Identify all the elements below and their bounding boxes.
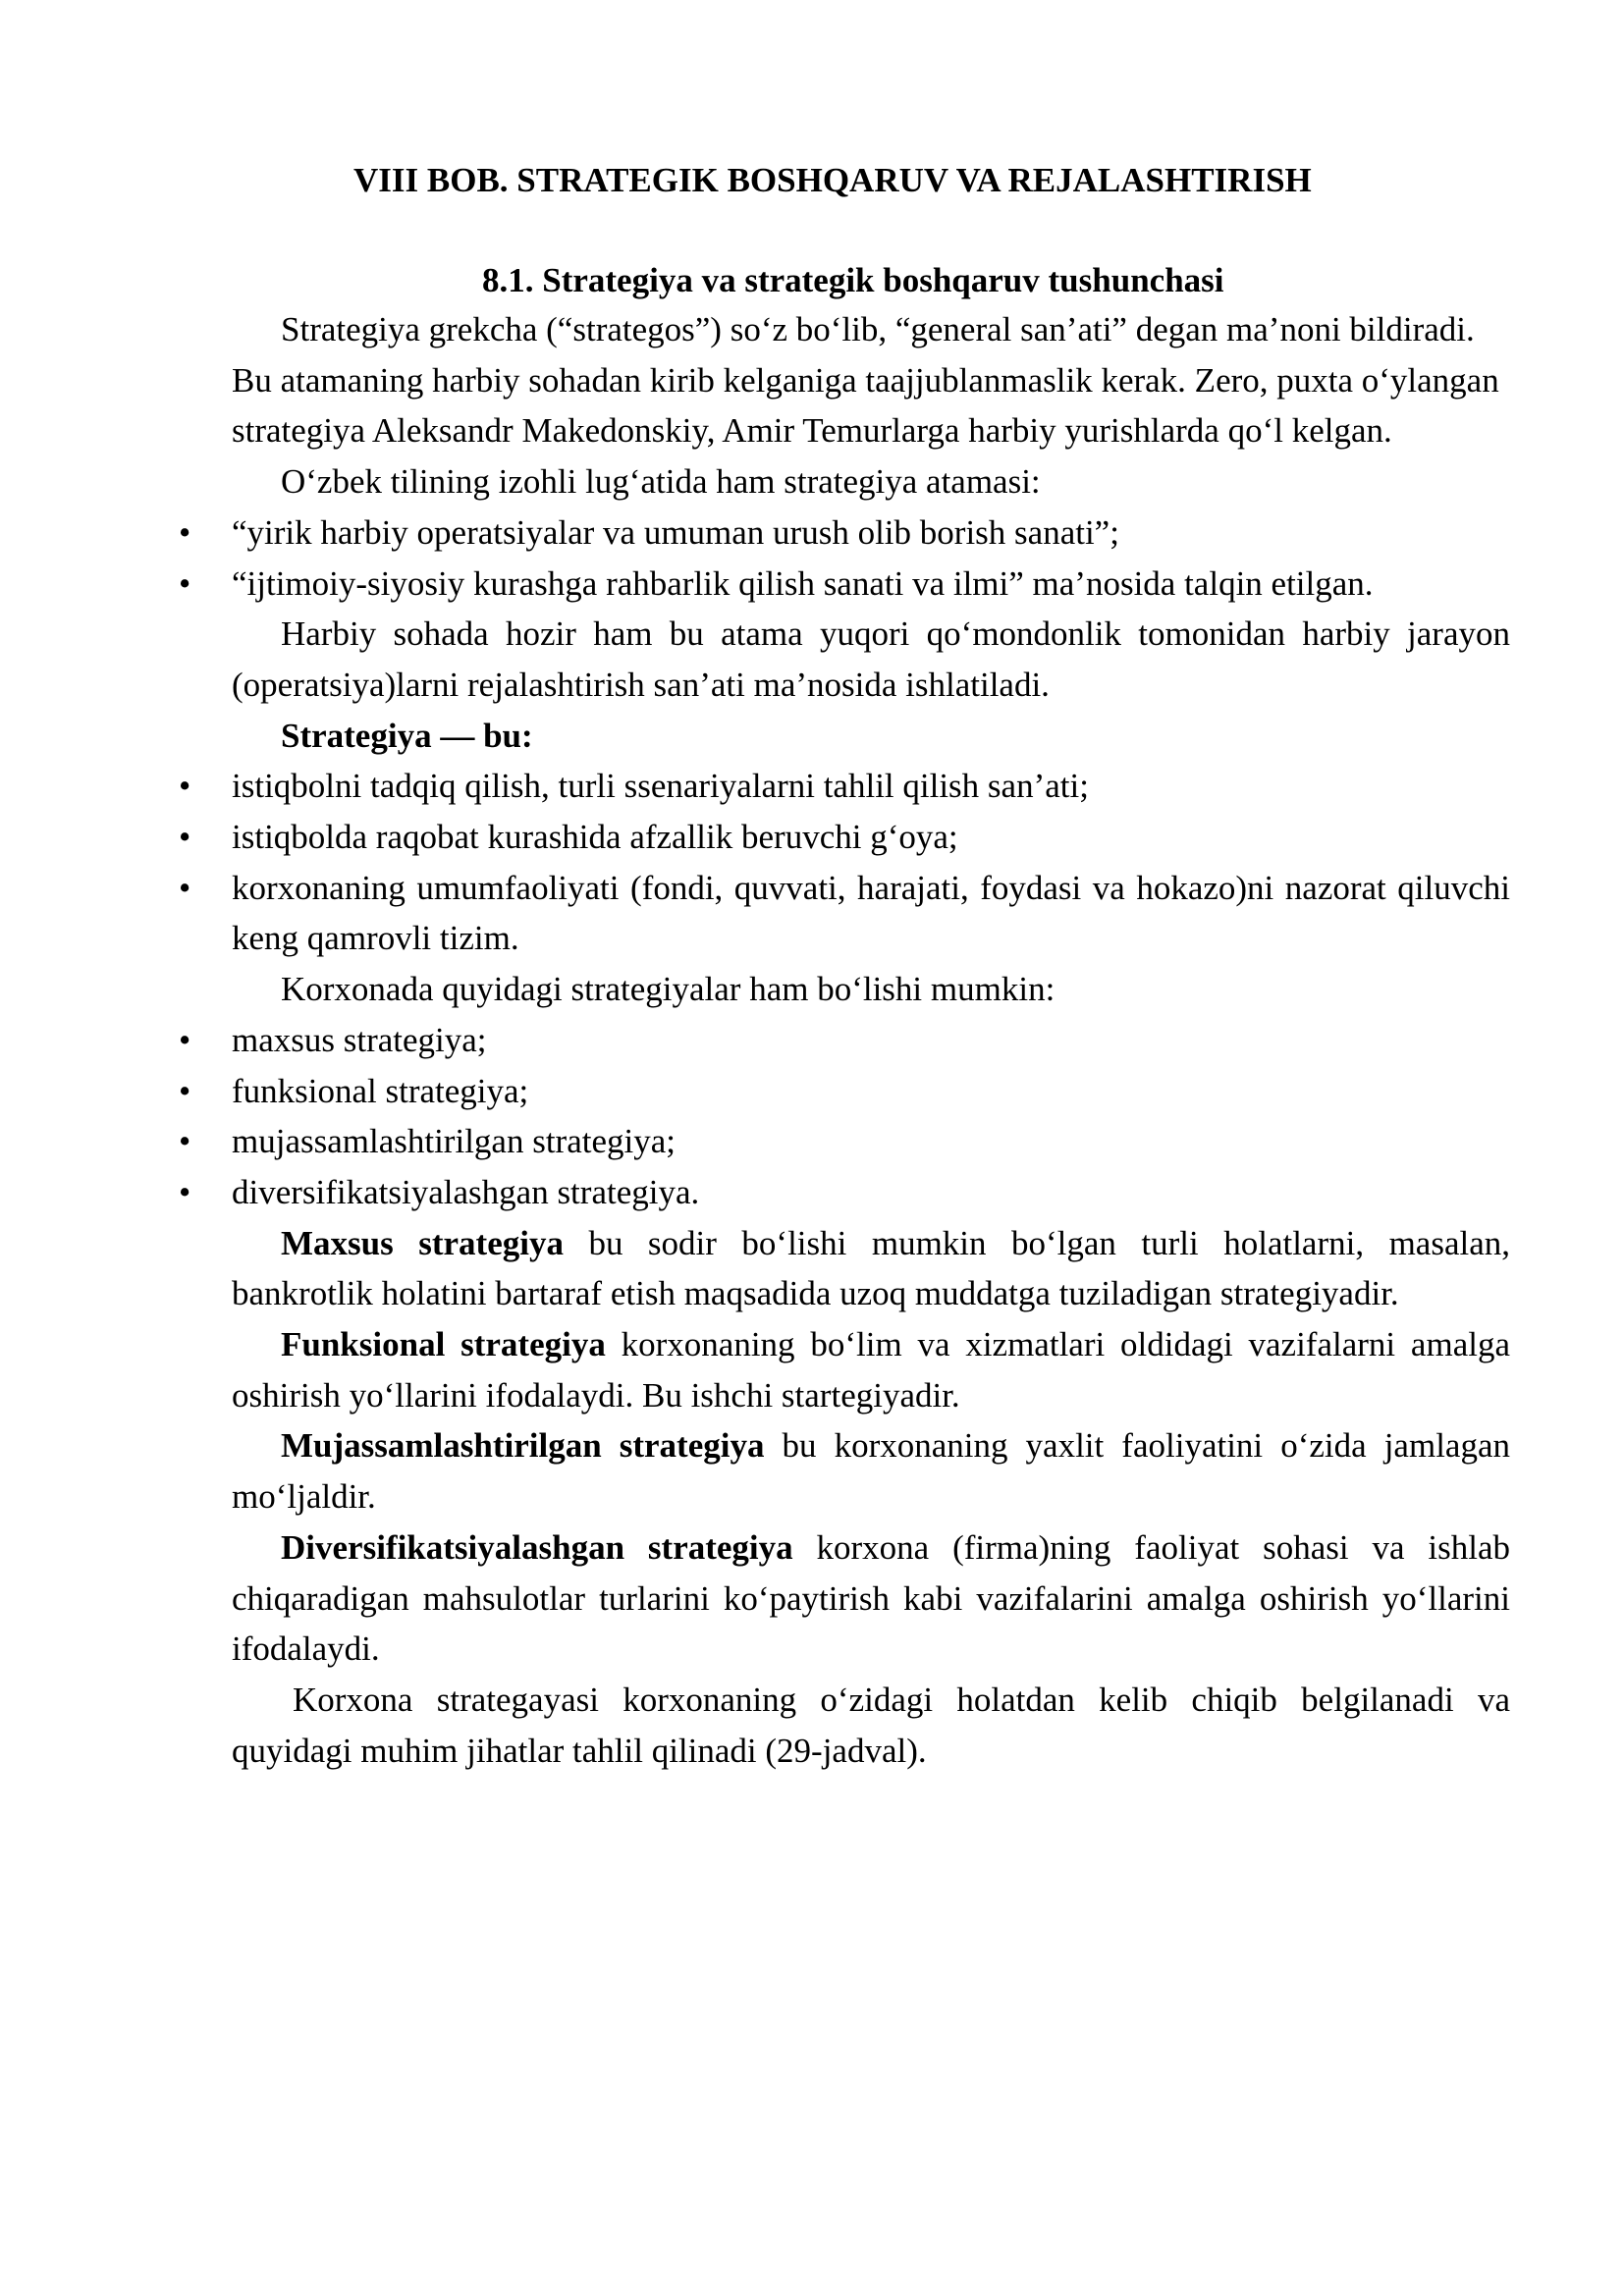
paragraph-company-strategy: Korxona strategayasi korxonaning o‘zidagi holatdan kelib chiqib belgilanadi va quyidagi muhim jihatlar tahlil qilinadi (29-jadval). (232, 1680, 1510, 1770)
term-diversified-strategy: Diversifikatsiyalashgan strategiya (281, 1527, 793, 1567)
bullet-icon: • (179, 818, 191, 857)
paragraph-strategy-definition-heading (232, 711, 1510, 762)
list-item (179, 507, 1510, 559)
bullet-icon: • (179, 868, 191, 907)
bullet-icon: • (179, 512, 191, 552)
term-functional-strategy: Funksional strategiya (281, 1325, 606, 1364)
list-item-text: funksional strategiya; (232, 1071, 529, 1110)
paragraph-text: korxonaning bo‘lim va xizmatlari oldidagi vazifalarni amalga oshirish yo‘llarini ifodalaydi. Bu ishchi startegiyadir. (232, 1325, 1510, 1415)
chapter-title: VIII BOB. STRATEGIK BOSHQARUV VA REJALASHTIRISH (353, 161, 1312, 199)
bullet-icon: • (179, 1122, 191, 1161)
list-item-text: mujassamlashtirilgan strategiya; (232, 1122, 676, 1161)
list-item (179, 863, 1510, 964)
term-special-strategy: Maxsus strategiya (281, 1223, 564, 1262)
paragraph-diversified-strategy (232, 1522, 1510, 1675)
paragraph-strategy-types-intro: Korxonada quyidagi strategiyalar ham bo‘lishi mumkin: (281, 970, 1056, 1009)
paragraph-dictionary-intro: O‘zbek tilining izohli lug‘atida ham strategiya atamasi: (281, 462, 1041, 502)
list-item (179, 559, 1510, 610)
bullet-icon: • (179, 563, 191, 603)
bullet-icon: • (179, 1071, 191, 1110)
paragraph-integrated-strategy (232, 1420, 1510, 1522)
paragraph-special-strategy (232, 1218, 1510, 1319)
section-title: 8.1. Strategiya va strategik boshqaruv tushunchasi (482, 261, 1224, 299)
list-item (179, 761, 1510, 812)
bullet-icon: • (179, 1172, 191, 1211)
bullet-icon: • (179, 767, 191, 806)
list-item (179, 1066, 1510, 1117)
paragraph-text: korxona (firma)ning faoliyat sohasi va ishlab chiqaradigan mahsulotlar turlarini ko‘paytirish kabi vazifalarini amalga oshirish yo‘llarini ifodalaydi. (232, 1527, 1510, 1669)
list-item-text: diversifikatsiyalashgan strategiya. (232, 1172, 700, 1211)
bold-heading: Strategiya — bu: (281, 716, 533, 755)
list-item-text: istiqbolda raqobat kurashida afzallik beruvchi g‘oya; (232, 818, 958, 857)
bullet-icon: • (179, 1020, 191, 1059)
list-item-text: istiqbolni tadqiq qilish, turli ssenariyalarni tahlil qilish san’ati; (232, 767, 1089, 806)
paragraph-strategy-origin: Strategiya grekcha (“strategos”) so‘z bo‘lib, “general san’ati” degan ma’noni bildiradi. Bu atamaning harbiy sohadan kirib kelganiga taajjublanmaslik kerak. Zero, puxta o‘ylangan strategiya Aleksandr Makedonskiy, Amir Temurlarga harbiy yurishlarda qo‘l kelgan. (232, 310, 1499, 451)
list-item-text: “yirik harbiy operatsiyalar va umuman urush olib borish sanati”; (232, 512, 1119, 552)
term-integrated-strategy: Mujassamlashtirilgan strategiya (281, 1426, 765, 1466)
list-item (179, 1116, 1510, 1167)
list-item-text: “ijtimoiy-siyosiy kurashga rahbarlik qilish sanati va ilmi” ma’nosida talqin etilgan. (232, 563, 1374, 603)
paragraph-military-usage: Harbiy sohada hozir ham bu atama yuqori qo‘mondonlik tomonidan harbiy jarayon (operatsiya)larni rejalashtirish san’ati ma’nosida ishlatiladi. (232, 614, 1510, 704)
list-item (179, 812, 1510, 863)
body-text (179, 304, 1510, 1776)
list-item (179, 1167, 1510, 1218)
paragraph-functional-strategy (232, 1319, 1510, 1420)
list-item (179, 1015, 1510, 1066)
list-item-text: korxonaning umumfaoliyati (fondi, quvvati, harajati, foydasi va hokazo)ni nazorat qiluvchi keng qamrovli tizim. (232, 868, 1510, 958)
paragraph-text: bu sodir bo‘lishi mumkin bo‘lgan turli holatlarni, masalan, bankrotlik holatini bartaraf etish maqsadida uzoq muddatga tuziladigan strategiyadir. (232, 1223, 1510, 1313)
list-item-text: maxsus strategiya; (232, 1020, 487, 1059)
paragraph-text: bu korxonaning yaxlit faoliyatini o‘zida jamlagan mo‘ljaldir. (232, 1426, 1510, 1517)
